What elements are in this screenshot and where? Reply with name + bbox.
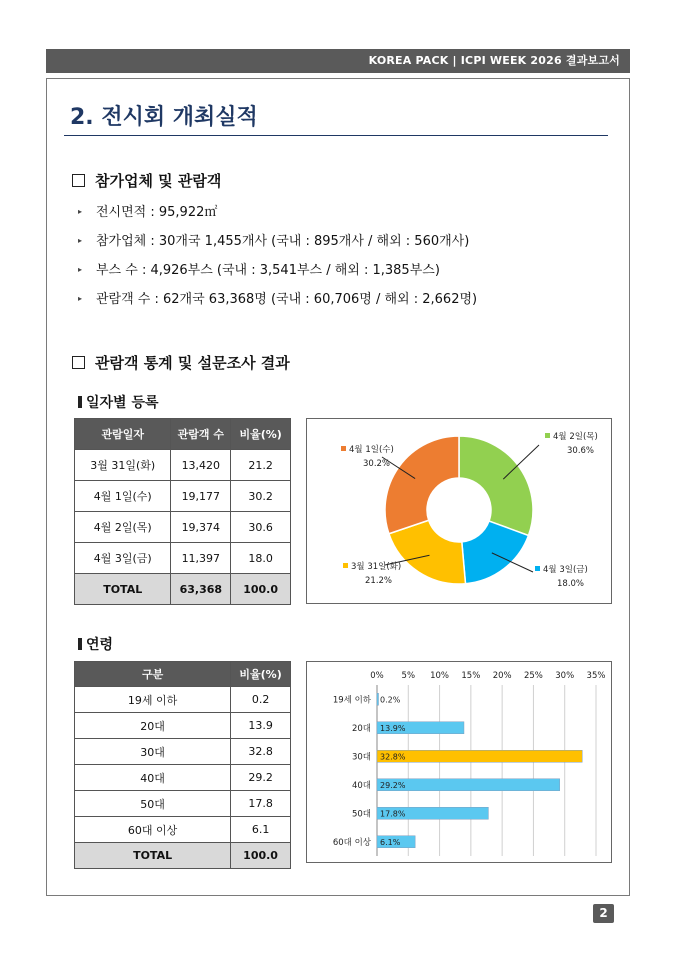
table-cell: 63,368 xyxy=(171,574,231,605)
table-cell: 30.6 xyxy=(231,512,291,543)
table-row xyxy=(75,817,291,843)
table-cell: 50대 xyxy=(75,791,231,817)
subheading-marker-icon xyxy=(78,396,82,408)
title-underline xyxy=(64,135,608,136)
table-row xyxy=(75,481,291,512)
y-category-label: 30대 xyxy=(351,752,371,763)
donut-slice xyxy=(385,436,459,534)
table-row xyxy=(75,687,291,713)
table-total-row xyxy=(75,574,291,605)
table-row xyxy=(75,765,291,791)
bullet-item xyxy=(78,288,477,307)
table-cell: 32.8 xyxy=(231,739,291,765)
y-category-label: 20대 xyxy=(351,723,371,734)
triangle-bullet-icon: ▸ xyxy=(78,294,83,303)
table-cell: 13.9 xyxy=(231,713,291,739)
table-header-row xyxy=(75,419,291,450)
x-tick-label: 15% xyxy=(461,671,481,681)
donut-chart-svg xyxy=(307,419,611,603)
table-cell: 19세 이하 xyxy=(75,687,231,713)
subheading-daily-text: 일자별 등록 xyxy=(86,395,159,411)
table-cell: 17.8 xyxy=(231,791,291,817)
table-cell: 29.2 xyxy=(231,765,291,791)
bullet-text: 참가업체 : 30개국 1,455개사 (국내 : 895개사 / 해외 : 560개사) xyxy=(96,234,470,249)
bar-value-label: 0.2% xyxy=(380,695,401,705)
legend-swatch xyxy=(341,446,346,451)
y-category-label: 50대 xyxy=(351,809,371,820)
subheading-age xyxy=(78,634,113,654)
bullet-text: 부스 수 : 4,926부스 (국내 : 3,541부스 / 해외 : 1,385부스) xyxy=(96,263,440,278)
table-cell: 30대 xyxy=(75,739,231,765)
table-cell: 100.0 xyxy=(231,843,291,869)
table-cell: 20대 xyxy=(75,713,231,739)
report-header-text: KOREA PACK | ICPI WEEK 2026 결과보고서 xyxy=(368,54,620,67)
table-header-cell: 구분 xyxy=(75,662,231,687)
table-cell: 100.0 xyxy=(231,574,291,605)
checkbox-square-icon xyxy=(72,174,85,187)
table-header-cell: 관람객 수 xyxy=(171,419,231,450)
subheading-age-text: 연령 xyxy=(86,637,114,653)
table-cell: 4월 3일(금) xyxy=(75,543,171,574)
donut-category-label: 4월 1일(수) xyxy=(349,445,394,455)
table-cell: 11,397 xyxy=(171,543,231,574)
x-tick-label: 5% xyxy=(401,671,416,681)
bar-value-label: 13.9% xyxy=(380,723,406,733)
donut-category-label: 4월 2일(목) xyxy=(553,432,598,442)
section-heading-participants xyxy=(72,170,221,191)
legend-swatch xyxy=(343,563,348,568)
report-header-bar xyxy=(46,49,630,73)
page-number: 2 xyxy=(593,904,614,923)
donut-value-label: 30.2% xyxy=(363,459,391,469)
y-category-label: 19세 이하 xyxy=(332,695,371,706)
x-tick-label: 0% xyxy=(370,671,384,681)
bar-value-label: 29.2% xyxy=(380,780,406,790)
donut-category-label: 3월 31일(화) xyxy=(351,562,402,572)
table-cell: 6.1 xyxy=(231,817,291,843)
section-heading-survey-text: 관람객 통계 및 설문조사 결과 xyxy=(95,354,290,372)
table-cell: TOTAL xyxy=(75,574,171,605)
table-cell: 60대 이상 xyxy=(75,817,231,843)
table-header-cell: 관람일자 xyxy=(75,419,171,450)
donut-category-label: 4월 3일(금) xyxy=(543,565,588,575)
table-cell: 13,420 xyxy=(171,450,231,481)
bullet-item xyxy=(78,201,217,220)
table-cell: 18.0 xyxy=(231,543,291,574)
bar-value-label: 32.8% xyxy=(380,752,406,762)
bar xyxy=(377,750,582,762)
bar-value-label: 17.8% xyxy=(380,809,406,819)
table-cell: 21.2 xyxy=(231,450,291,481)
subheading-daily xyxy=(78,392,159,412)
x-tick-label: 20% xyxy=(492,671,512,681)
table-header-row xyxy=(75,662,291,687)
table-cell: 0.2 xyxy=(231,687,291,713)
x-tick-label: 25% xyxy=(523,671,543,681)
bar xyxy=(377,693,379,705)
table-row xyxy=(75,713,291,739)
subheading-marker-icon xyxy=(78,638,82,650)
bullet-text: 전시면적 : 95,922㎡ xyxy=(96,205,218,220)
donut-value-label: 18.0% xyxy=(557,579,585,589)
daily-donut-chart xyxy=(306,418,612,604)
donut-value-label: 30.6% xyxy=(567,446,595,456)
table-row xyxy=(75,512,291,543)
donut-value-label: 21.2% xyxy=(365,576,393,586)
table-header-cell: 비율(%) xyxy=(231,419,291,450)
legend-swatch xyxy=(535,566,540,571)
triangle-bullet-icon: ▸ xyxy=(78,207,83,216)
table-row xyxy=(75,791,291,817)
age-table xyxy=(74,661,291,869)
table-header-cell: 비율(%) xyxy=(231,662,291,687)
triangle-bullet-icon: ▸ xyxy=(78,265,83,274)
table-cell: 19,177 xyxy=(171,481,231,512)
checkbox-square-icon xyxy=(72,356,85,369)
age-bar-chart xyxy=(306,661,612,863)
legend-swatch xyxy=(545,433,550,438)
section-heading-survey xyxy=(72,352,290,373)
x-tick-label: 10% xyxy=(430,671,450,681)
table-total-row xyxy=(75,843,291,869)
donut-slice xyxy=(459,436,533,536)
bullet-item xyxy=(78,230,469,249)
table-cell: TOTAL xyxy=(75,843,231,869)
bullet-item xyxy=(78,259,440,278)
table-cell: 30.2 xyxy=(231,481,291,512)
table-cell: 3월 31일(화) xyxy=(75,450,171,481)
bullet-text: 관람객 수 : 62개국 63,368명 (국내 : 60,706명 / 해외 : 2,662명) xyxy=(96,292,478,307)
y-category-label: 40대 xyxy=(351,780,371,791)
table-cell: 40대 xyxy=(75,765,231,791)
table-row xyxy=(75,450,291,481)
table-cell: 4월 1일(수) xyxy=(75,481,171,512)
table-cell: 19,374 xyxy=(171,512,231,543)
bar-chart-svg xyxy=(307,662,611,862)
table-row xyxy=(75,739,291,765)
y-category-label: 60대 이상 xyxy=(332,837,371,848)
daily-registration-table xyxy=(74,418,291,605)
section-heading-participants-text: 참가업체 및 관람객 xyxy=(95,172,222,190)
triangle-bullet-icon: ▸ xyxy=(78,236,83,245)
bar-value-label: 6.1% xyxy=(380,837,401,847)
table-row xyxy=(75,543,291,574)
table-cell: 4월 2일(목) xyxy=(75,512,171,543)
x-tick-label: 30% xyxy=(555,671,575,681)
page-title: 2. 전시회 개최실적 xyxy=(70,105,258,130)
x-tick-label: 35% xyxy=(586,671,606,681)
